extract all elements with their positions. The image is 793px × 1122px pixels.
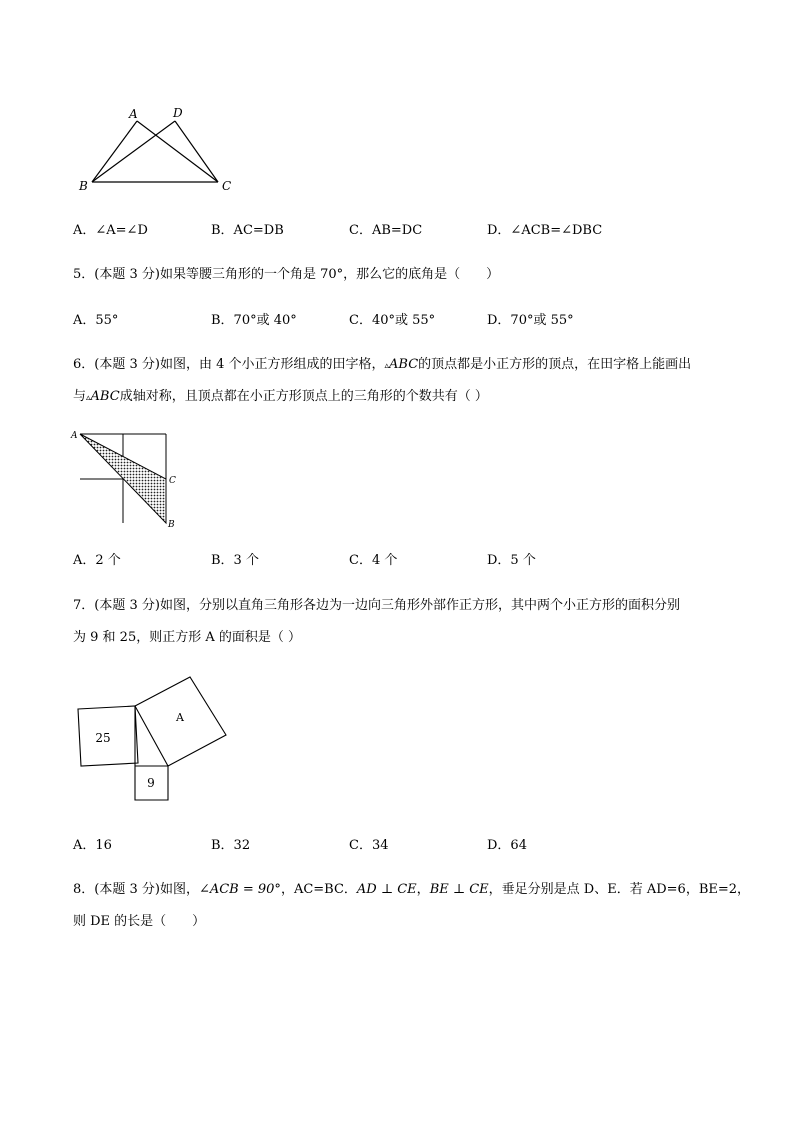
q8-stem-l1-a: 8．(本题 3 分)如图，: [73, 882, 199, 897]
q6-option-a[interactable]: A．2 个: [73, 553, 121, 568]
q7-option-c[interactable]: C．34: [349, 838, 389, 853]
q6-option-c[interactable]: C．4 个: [349, 553, 398, 568]
q4-label-d: D: [173, 106, 183, 120]
q6-label-a: A: [71, 431, 78, 441]
q6-label-b: B: [168, 520, 175, 530]
q6-abc: ABC: [389, 357, 419, 372]
q8-stem-line1: [73, 882, 750, 898]
q8-angle-expr: ∠ACB = 90°: [198, 882, 281, 897]
q6-stem-line2: [73, 389, 488, 406]
q7-label-25: 25: [95, 731, 111, 745]
q5-option-d[interactable]: D．70°或 55°: [487, 313, 574, 328]
q7-stem-line1: 7．(本题 3 分)如图，分别以直角三角形各边为一边向三角形外部作正方形，其中两个小正方形的面积分别: [73, 598, 680, 613]
q4-label-b: B: [79, 179, 88, 193]
q6-triangle-symbol-2: ▵: [86, 393, 91, 403]
q8-stem-l1-c: ，垂足分别是点 D、E．若 AD=6，BE=2，: [488, 882, 751, 897]
q8-stem-l1-b: ，AC=BC．: [280, 882, 357, 897]
q7-option-a[interactable]: A．16: [73, 838, 112, 853]
q5-option-c[interactable]: C．40°或 55°: [349, 313, 436, 328]
q4-triangle-figure: [70, 100, 250, 195]
q8-sep: ，: [416, 882, 430, 897]
q6-stem-l1-b: 的顶点都是小正方形的顶点，在田字格上能画出: [418, 357, 692, 372]
q4-option-d[interactable]: D．∠ACB=∠DBC: [487, 223, 603, 238]
q7-squares-figure: [70, 670, 240, 805]
q6-triangle-symbol: ▵: [384, 361, 390, 371]
q6-option-b[interactable]: B．3 个: [211, 553, 259, 568]
q8-perp2: BE ⊥ CE: [429, 882, 489, 897]
q6-stem-l2-a: 与: [73, 389, 87, 404]
q6-grid-figure: [66, 428, 186, 530]
q6-abc-2: ABC: [90, 389, 120, 404]
q6-stem-l1-a: 6．(本题 3 分)如图，由 4 个小正方形组成的田字格，: [73, 357, 385, 372]
q6-label-c: C: [169, 476, 176, 486]
q6-option-d[interactable]: D．5 个: [487, 553, 536, 568]
q5-option-b[interactable]: B．70°或 40°: [211, 313, 297, 328]
q8-perp1: AD ⊥ CE: [356, 882, 417, 897]
q7-option-d[interactable]: D．64: [487, 838, 527, 853]
q7-stem-line2: 为 9 和 25，则正方形 A 的面积是（ ）: [73, 630, 301, 645]
q7-label-9: 9: [147, 776, 155, 790]
q4-label-a: A: [129, 107, 138, 121]
q6-stem-line1: [73, 357, 691, 374]
q6-stem-l2-b: 成轴对称，且顶点都在小正方形顶点上的三角形的个数共有（ ）: [119, 389, 488, 404]
q4-option-b[interactable]: B．AC=DB: [211, 223, 284, 238]
q4-option-a[interactable]: A．∠A=∠D: [73, 223, 148, 238]
q4-label-c: C: [222, 179, 232, 193]
q4-option-c[interactable]: C．AB=DC: [349, 223, 423, 238]
q5-option-a[interactable]: A．55°: [73, 313, 119, 328]
q8-stem-line2: 则 DE 的长是（ ）: [73, 914, 206, 929]
q7-label-a: A: [176, 711, 184, 724]
q5-stem: 5．(本题 3 分)如果等腰三角形的一个角是 70°，那么它的底角是（ ）: [73, 267, 500, 282]
q7-option-b[interactable]: B．32: [211, 838, 251, 853]
